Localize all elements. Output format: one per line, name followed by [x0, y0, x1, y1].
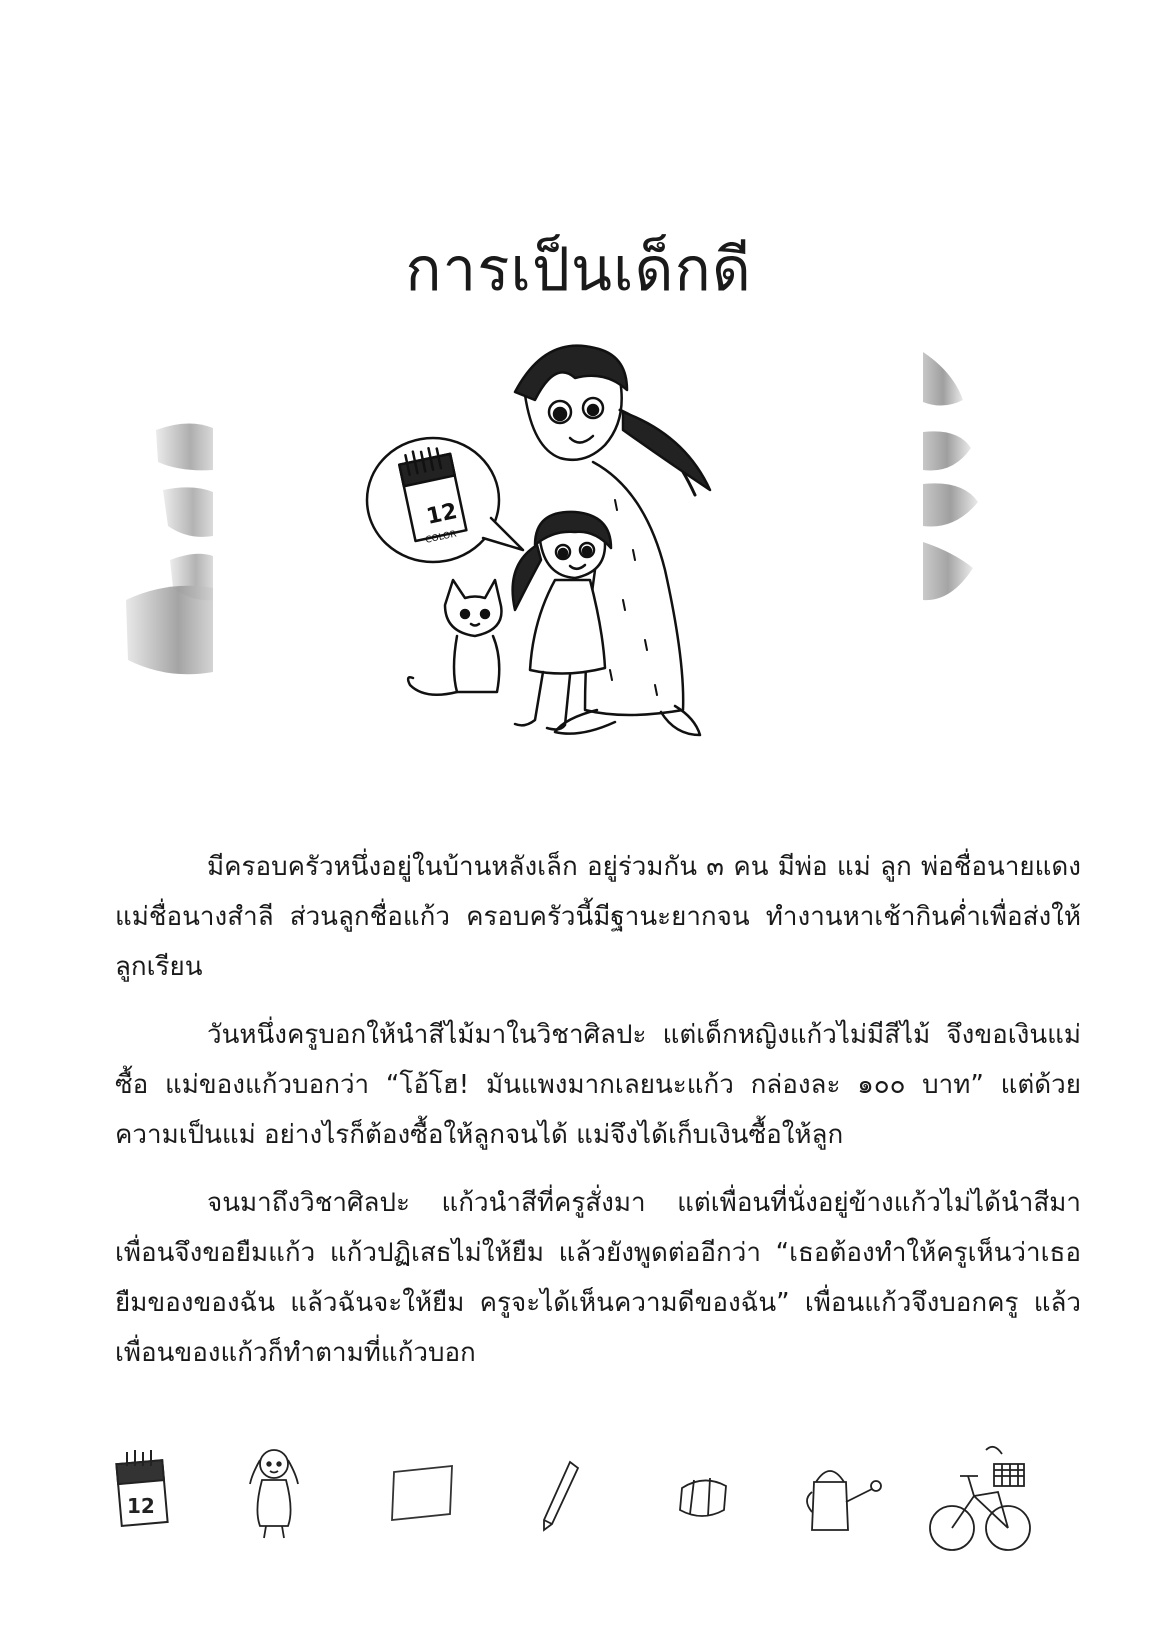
doll-icon	[242, 1440, 306, 1540]
footer-icon-strip	[0, 1440, 1157, 1580]
crayon-box-label: COLOR	[424, 529, 458, 546]
paper-sheet-icon	[388, 1462, 458, 1524]
right-brush-decoration	[923, 352, 978, 602]
story-title: การเป็นเด็กดี	[405, 235, 752, 305]
crayon-box-number: 12	[424, 499, 460, 530]
crayon-box-icon	[113, 1448, 173, 1530]
bicycle-icon	[924, 1440, 1032, 1560]
story-paragraph-3: จนมาถึงวิชาศิลปะ แก้วนำสีที่ครูสั่งมา แต่เพื่อนที่นั่งอยู่ข้างแก้วไม่ได้นำสีมา เพื่อนจึงขอยืมแก้ว แก้วปฏิเสธไม่ให้ยืม แล้วยังพูดต่ออีกว่า “เธอต้องทำให้ครูเห็นว่าเธอยืมของของฉัน แล้วฉันจะให้ยืม ครูจะได้เห็นความดีของฉัน” เพื่อนแก้วจึงบอกครู แล้วเพื่อนของแก้วก็ทำตามที่แก้วบอก	[115, 1188, 1081, 1368]
eraser-icon	[674, 1470, 734, 1522]
story-paragraph-1: มีครอบครัวหนึ่งอยู่ในบ้านหลังเล็ก อยู่ร่วมกัน ๓ คน มีพ่อ แม่ ลูก พ่อชื่อนายแดง แม่ชื่อนางสำลี ส่วนลูกชื่อแก้ว ครอบครัวนี้มีฐานะยากจน ทำงานหาเช้ากินค่ำเพื่อส่งให้ลูกเรียน	[115, 852, 1081, 982]
story-body	[115, 842, 1081, 1396]
svg-text:12: 12	[127, 1494, 155, 1518]
watering-can-icon	[800, 1452, 888, 1538]
mother-daughter-illustration	[365, 340, 765, 770]
cat-figure	[408, 580, 501, 695]
left-brush-decoration	[118, 410, 213, 690]
story-paragraph-2: วันหนึ่งครูบอกให้นำสีไม้มาในวิชาศิลปะ แต่เด็กหญิงแก้วไม่มีสีไม้ จึงขอเงินแม่ซื้อ แม่ของแก้วบอกว่า “โอ้โฮ! มันแพงมากเลยนะแก้ว กล่องละ ๑๐๐ บาท” แต่ด้วยความเป็นแม่ อย่างไรก็ต้องซื้อให้ลูกจนได้ แม่จึงได้เก็บเงินซื้อให้ลูก	[115, 1020, 1081, 1150]
pencil-icon	[538, 1458, 582, 1534]
